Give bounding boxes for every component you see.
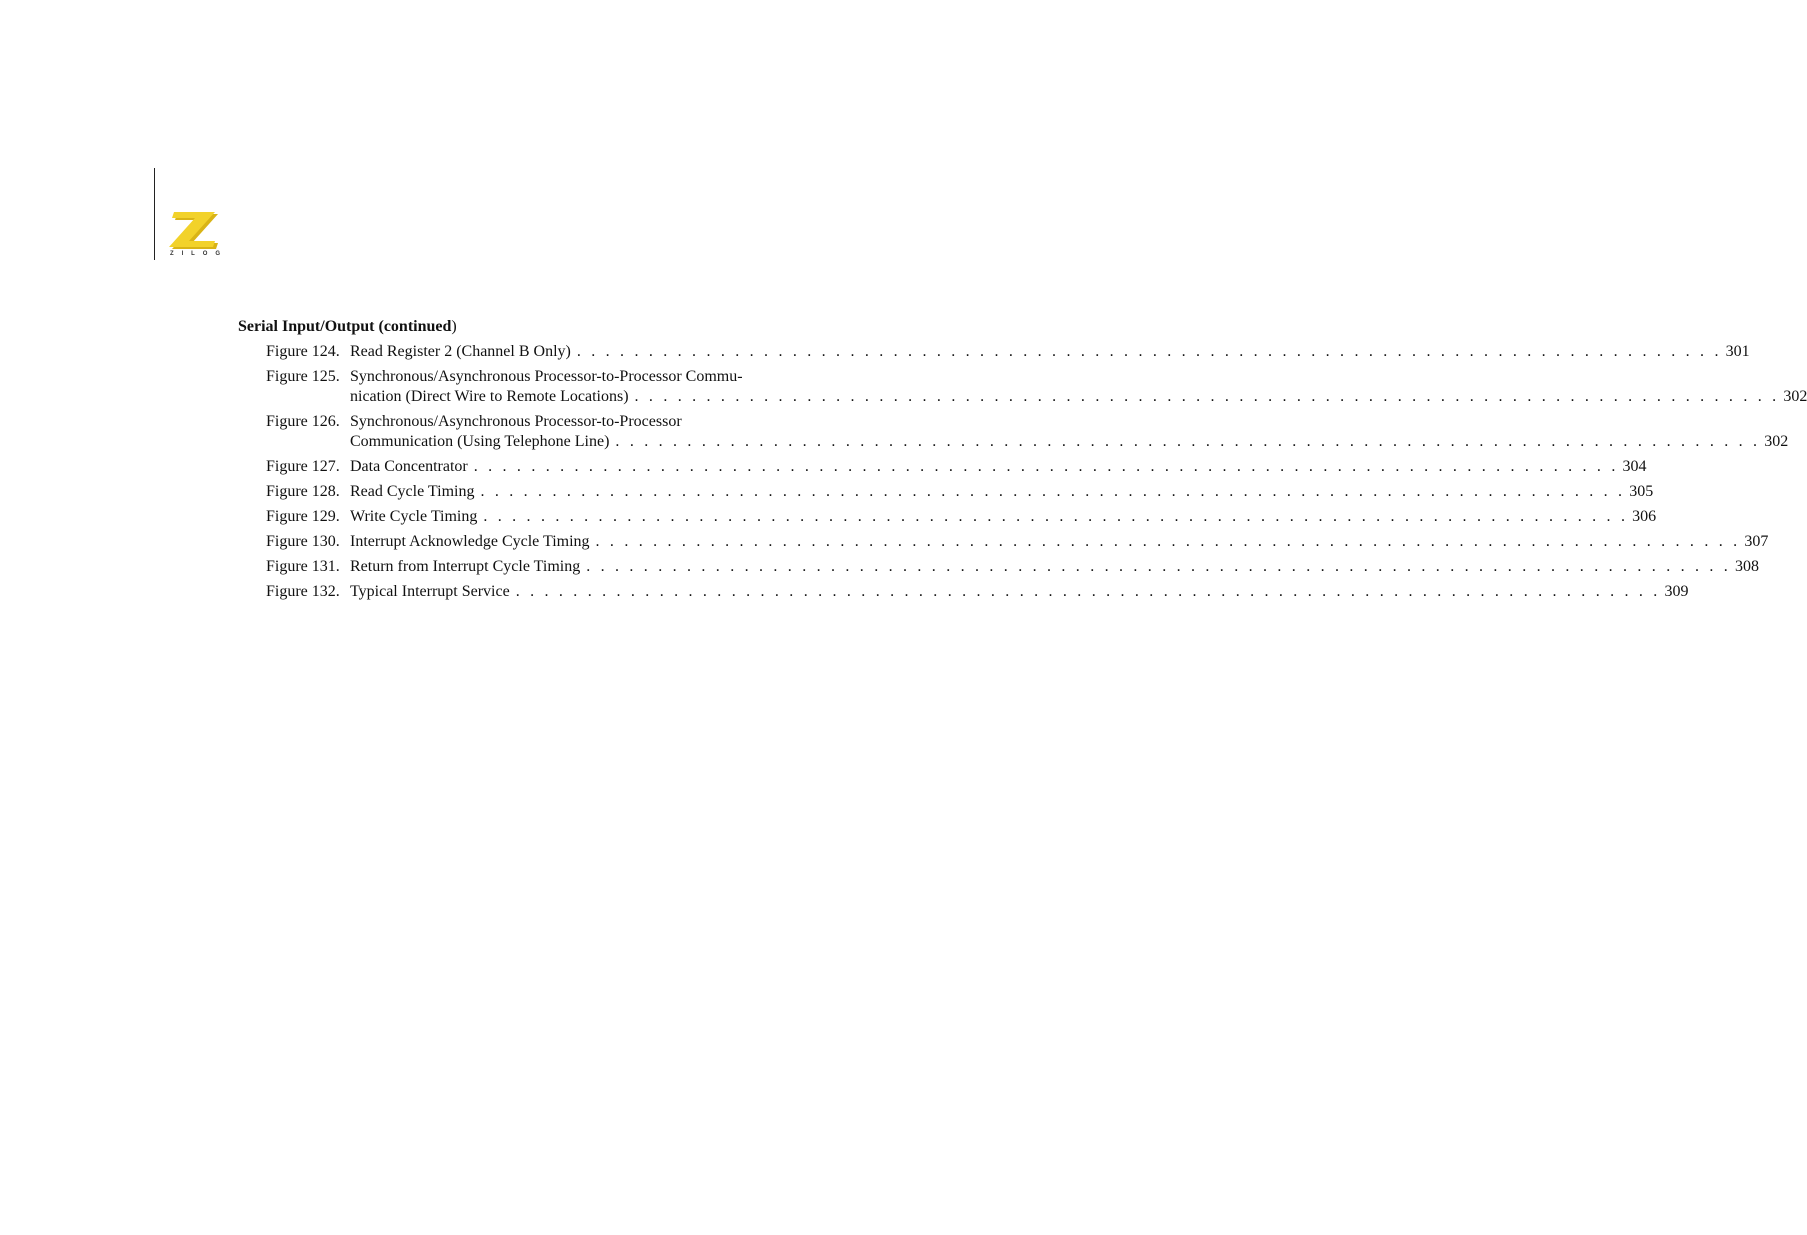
logo-letter: O — [202, 251, 208, 257]
dot-leader: . . . . . . . . . . . . . . . . . . . . . . . . . . . . . . . . . . . . . . . . . . . . . . . . . . . . . . . . . . . . . . . . . . . . . . . . . . . . . . . . — [615, 433, 1761, 450]
page-number: 302 — [1764, 433, 1789, 450]
toc-line — [350, 342, 1750, 362]
figure-title: nication (Direct Wire to Remote Locations) — [350, 388, 629, 405]
figure-number: Figure 126. — [266, 413, 340, 430]
dot-leader: . . . . . . . . . . . . . . . . . . . . . . . . . . . . . . . . . . . . . . . . . . . . . . . . . . . . . . . . . . . . . . . . . . . . . . . . . . . . . . . . — [634, 388, 1780, 405]
toc-entry-body — [350, 507, 1657, 527]
toc-line — [350, 507, 1657, 527]
toc-line — [350, 432, 1789, 452]
dot-leader: . . . . . . . . . . . . . . . . . . . . . . . . . . . . . . . . . . . . . . . . . . . . . . . . . . . . . . . . . . . . . . . . . . . . . . . . . . . . . . . . — [473, 458, 1619, 475]
toc-line — [350, 387, 1807, 407]
toc-entry[interactable] — [266, 482, 1654, 502]
page-number: 308 — [1735, 558, 1760, 575]
toc-entry-body — [350, 367, 1807, 407]
margin-rule — [154, 168, 155, 260]
section-heading-text: Serial Input/Output (continued — [238, 318, 452, 335]
figure-title: Communication (Using Telephone Line) — [350, 433, 610, 450]
zilog-logo — [168, 210, 222, 262]
zilog-z-icon — [168, 210, 222, 250]
section-heading — [238, 318, 457, 336]
toc-entry[interactable] — [266, 507, 1657, 527]
page-number: 301 — [1725, 343, 1750, 360]
page-number: 306 — [1632, 508, 1657, 525]
figure-number: Figure 130. — [266, 533, 340, 550]
toc-entry[interactable] — [266, 557, 1760, 577]
dot-leader: . . . . . . . . . . . . . . . . . . . . . . . . . . . . . . . . . . . . . . . . . . . . . . . . . . . . . . . . . . . . . . . . . . . . . . . . . . . . . . . . — [586, 558, 1732, 575]
toc-entry-body — [350, 342, 1750, 362]
page-number: 305 — [1629, 483, 1654, 500]
figure-title: Return from Interrupt Cycle Timing — [350, 558, 581, 575]
figure-title: Synchronous/Asynchronous Processor-to-Processor Commu- — [350, 368, 743, 385]
toc-line — [350, 532, 1769, 552]
figure-number: Figure 131. — [266, 558, 340, 575]
page-number: 304 — [1622, 458, 1647, 475]
dot-leader: . . . . . . . . . . . . . . . . . . . . . . . . . . . . . . . . . . . . . . . . . . . . . . . . . . . . . . . . . . . . . . . . . . . . . . . . . . . . . . . . — [576, 343, 1722, 360]
toc-line — [350, 582, 1689, 602]
dot-leader: . . . . . . . . . . . . . . . . . . . . . . . . . . . . . . . . . . . . . . . . . . . . . . . . . . . . . . . . . . . . . . . . . . . . . . . . . . . . . . . . — [483, 508, 1629, 525]
dot-leader: . . . . . . . . . . . . . . . . . . . . . . . . . . . . . . . . . . . . . . . . . . . . . . . . . . . . . . . . . . . . . . . . . . . . . . . . . . . . . . . . — [595, 533, 1741, 550]
toc-line — [350, 457, 1647, 477]
toc-entry[interactable] — [266, 367, 1807, 407]
toc-line — [350, 367, 771, 387]
logo-letter: I — [181, 251, 184, 257]
toc-line — [350, 557, 1760, 577]
logo-letter: L — [191, 251, 195, 257]
figure-title: Read Cycle Timing — [350, 483, 475, 500]
toc-entry[interactable] — [266, 532, 1769, 552]
toc-entry-body — [350, 582, 1689, 602]
toc-entry-body — [350, 482, 1654, 502]
figure-number: Figure 125. — [266, 368, 340, 385]
page-number: 307 — [1744, 533, 1769, 550]
toc-entry-body — [350, 412, 1789, 452]
toc-entry[interactable] — [266, 412, 1789, 452]
figure-title: Write Cycle Timing — [350, 508, 478, 525]
figure-title: Typical Interrupt Service — [350, 583, 510, 600]
logo-letter: G — [215, 251, 220, 257]
dot-leader: . . . . . . . . . . . . . . . . . . . . . . . . . . . . . . . . . . . . . . . . . . . . . . . . . . . . . . . . . . . . . . . . . . . . . . . . . . . . . . . . — [480, 483, 1626, 500]
figure-number: Figure 124. — [266, 343, 340, 360]
toc-entry-body — [350, 457, 1647, 477]
table-of-figures — [266, 342, 1807, 607]
toc-entry[interactable] — [266, 582, 1689, 602]
toc-line — [350, 412, 771, 432]
figure-number: Figure 132. — [266, 583, 340, 600]
toc-entry[interactable] — [266, 342, 1750, 362]
toc-entry-body — [350, 557, 1760, 577]
toc-line — [350, 482, 1654, 502]
figure-title: Interrupt Acknowledge Cycle Timing — [350, 533, 590, 550]
figure-title: Synchronous/Asynchronous Processor-to-Processor — [350, 413, 682, 430]
figure-number: Figure 128. — [266, 483, 340, 500]
figure-number: Figure 129. — [266, 508, 340, 525]
figure-title: Read Register 2 (Channel B Only) — [350, 343, 571, 360]
toc-entry[interactable] — [266, 457, 1647, 477]
figure-title: Data Concentrator — [350, 458, 468, 475]
page-number: 309 — [1664, 583, 1689, 600]
section-heading-paren: ) — [451, 318, 457, 335]
toc-entry-body — [350, 532, 1769, 552]
page-number: 302 — [1783, 388, 1807, 405]
dot-leader: . . . . . . . . . . . . . . . . . . . . . . . . . . . . . . . . . . . . . . . . . . . . . . . . . . . . . . . . . . . . . . . . . . . . . . . . . . . . . . . . — [515, 583, 1661, 600]
logo-letter: Z — [170, 251, 174, 257]
figure-number: Figure 127. — [266, 458, 340, 475]
zilog-wordmark — [170, 251, 220, 257]
